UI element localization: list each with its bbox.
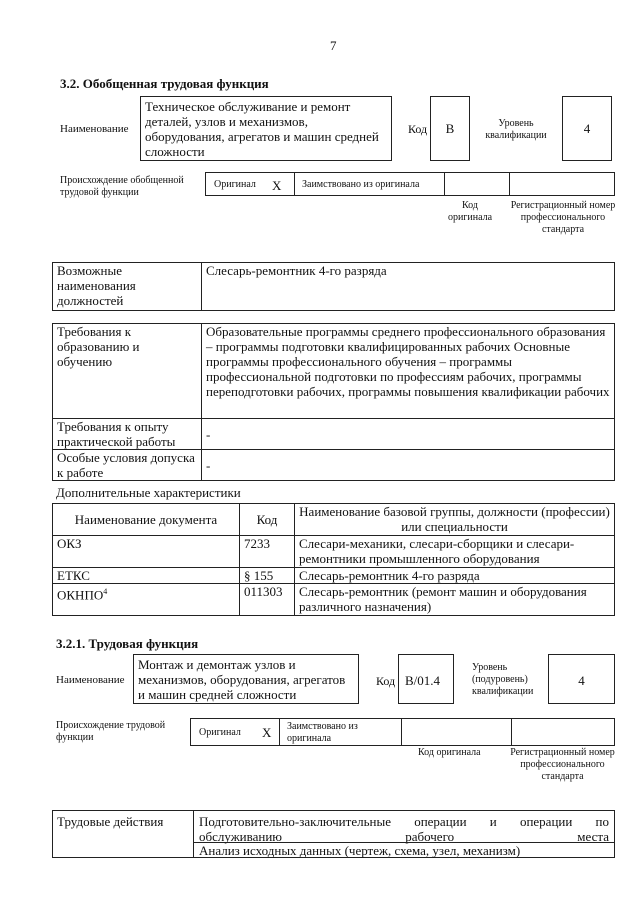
experience-label: Требования к опыту практической работы — [53, 419, 202, 450]
level-label: Уровень квалификации — [485, 118, 547, 141]
table-row — [53, 584, 615, 616]
actions-item-1: Подготовительно-заключительные операции и операции по обслуживанию рабочего места — [199, 814, 609, 844]
row-code: 7233 — [240, 536, 295, 568]
footnote-mark: 4 — [103, 587, 108, 596]
borrowed-label: Заимствовано из оригинала — [302, 179, 420, 190]
table-row — [53, 536, 615, 568]
actions-table — [52, 810, 615, 858]
subsection-heading: 3.2.1. Трудовая функция — [56, 636, 199, 651]
name-label: Наименование — [60, 123, 129, 135]
tf-code-value: B/01.4 — [405, 673, 441, 688]
tf-original-label: Оригинал — [199, 727, 241, 738]
level-box — [562, 96, 612, 161]
original-mark: X — [272, 178, 282, 193]
special-conditions-label: Особые условия допуска к работе — [53, 450, 202, 481]
extra-title: Дополнительные характеристики — [56, 485, 241, 500]
origin-table — [205, 172, 615, 196]
tf-name-box — [133, 654, 359, 704]
origin-label: Происхождение обобщенной трудовой функции — [60, 175, 184, 198]
tf-name: Монтаж и демонтаж узлов и механизмов, оборудования, агрегатов и машин средней сложности — [138, 657, 346, 702]
row-doc: ОКЗ — [53, 536, 240, 568]
function-name-box — [140, 96, 392, 161]
row-doc: ЕТКС — [53, 568, 240, 584]
tf-origin-table — [190, 718, 615, 746]
actions-item-1-wrap — [199, 814, 609, 844]
tf-code-box — [398, 654, 454, 704]
row-doc-cell — [53, 584, 240, 616]
tf-name-label: Наименование — [56, 674, 125, 686]
tf-level-box — [548, 654, 615, 704]
row-doc: ОКНПО — [57, 587, 104, 603]
positions-value: Слесарь-ремонтник 4-го разряда — [202, 263, 615, 311]
page-number: 7 — [330, 38, 337, 53]
tf-origin-label: Происхождение трудовой функции — [56, 720, 166, 743]
section-heading: 3.2. Обобщенная трудовая функция — [60, 76, 269, 91]
reg-number-caption: Регистрационный номер профессионального стандарта — [510, 200, 616, 235]
positions-table — [52, 262, 615, 311]
code-label: Код — [408, 122, 428, 136]
tf-code-label: Код — [376, 674, 396, 688]
tf-level-value: 4 — [578, 673, 585, 688]
row-code: § 155 — [240, 568, 295, 584]
education-value: Образовательные программы среднего профессионального образования – программы подготовки квалифицированных рабочих Основные программы профессионального обучения – программы профессиональной подготовки по профессиям рабочих, программы переподготовки рабочих, программы повышения квалификации рабочих — [202, 324, 615, 419]
requirements-table — [52, 323, 615, 481]
row-name: Слесари-механики, слесари-сборщики и слесари-ремонтники промышленного оборудования — [295, 536, 615, 568]
col-document: Наименование документа — [53, 504, 240, 536]
positions-label: Возможные наименования должностей — [53, 263, 202, 311]
code-box — [430, 96, 470, 161]
col-name: Наименование базовой группы, должности (профессии) или специальности — [295, 504, 615, 536]
tf-code-original-caption: Код оригинала — [418, 747, 481, 758]
function-name: Техническое обслуживание и ремонт деталей, узлов и механизмов, оборудования, агрегатов и машин средней сложности — [145, 99, 379, 159]
tf-level-label: Уровень (подуровень) квалификации — [472, 662, 534, 697]
row-name: Слесарь-ремонтник 4-го разряда — [295, 568, 615, 584]
tf-reg-number-caption: Регистрационный номер профессионального стандарта — [510, 747, 615, 782]
original-label: Оригинал — [214, 179, 256, 190]
special-conditions-value: - — [202, 450, 615, 481]
code-original-caption: Код оригинала — [447, 200, 493, 223]
actions-item-2: Анализ исходных данных (чертеж, схема, узел, механизм) — [199, 843, 521, 858]
tf-borrowed-label: Заимствовано из оригинала — [287, 721, 358, 744]
row-code: 011303 — [240, 584, 295, 616]
code-value: В — [445, 121, 455, 136]
level-value: 4 — [583, 121, 591, 136]
tf-original-mark: X — [262, 725, 272, 740]
col-code: Код — [240, 504, 295, 536]
table-row — [53, 568, 615, 584]
education-label: Требования к образованию и обучению — [53, 324, 202, 419]
row-name: Слесарь-ремонтник (ремонт машин и оборудования различного назначения) — [295, 584, 615, 616]
experience-value: - — [202, 419, 615, 450]
extra-table — [52, 503, 615, 616]
actions-label: Трудовые действия — [57, 814, 164, 829]
